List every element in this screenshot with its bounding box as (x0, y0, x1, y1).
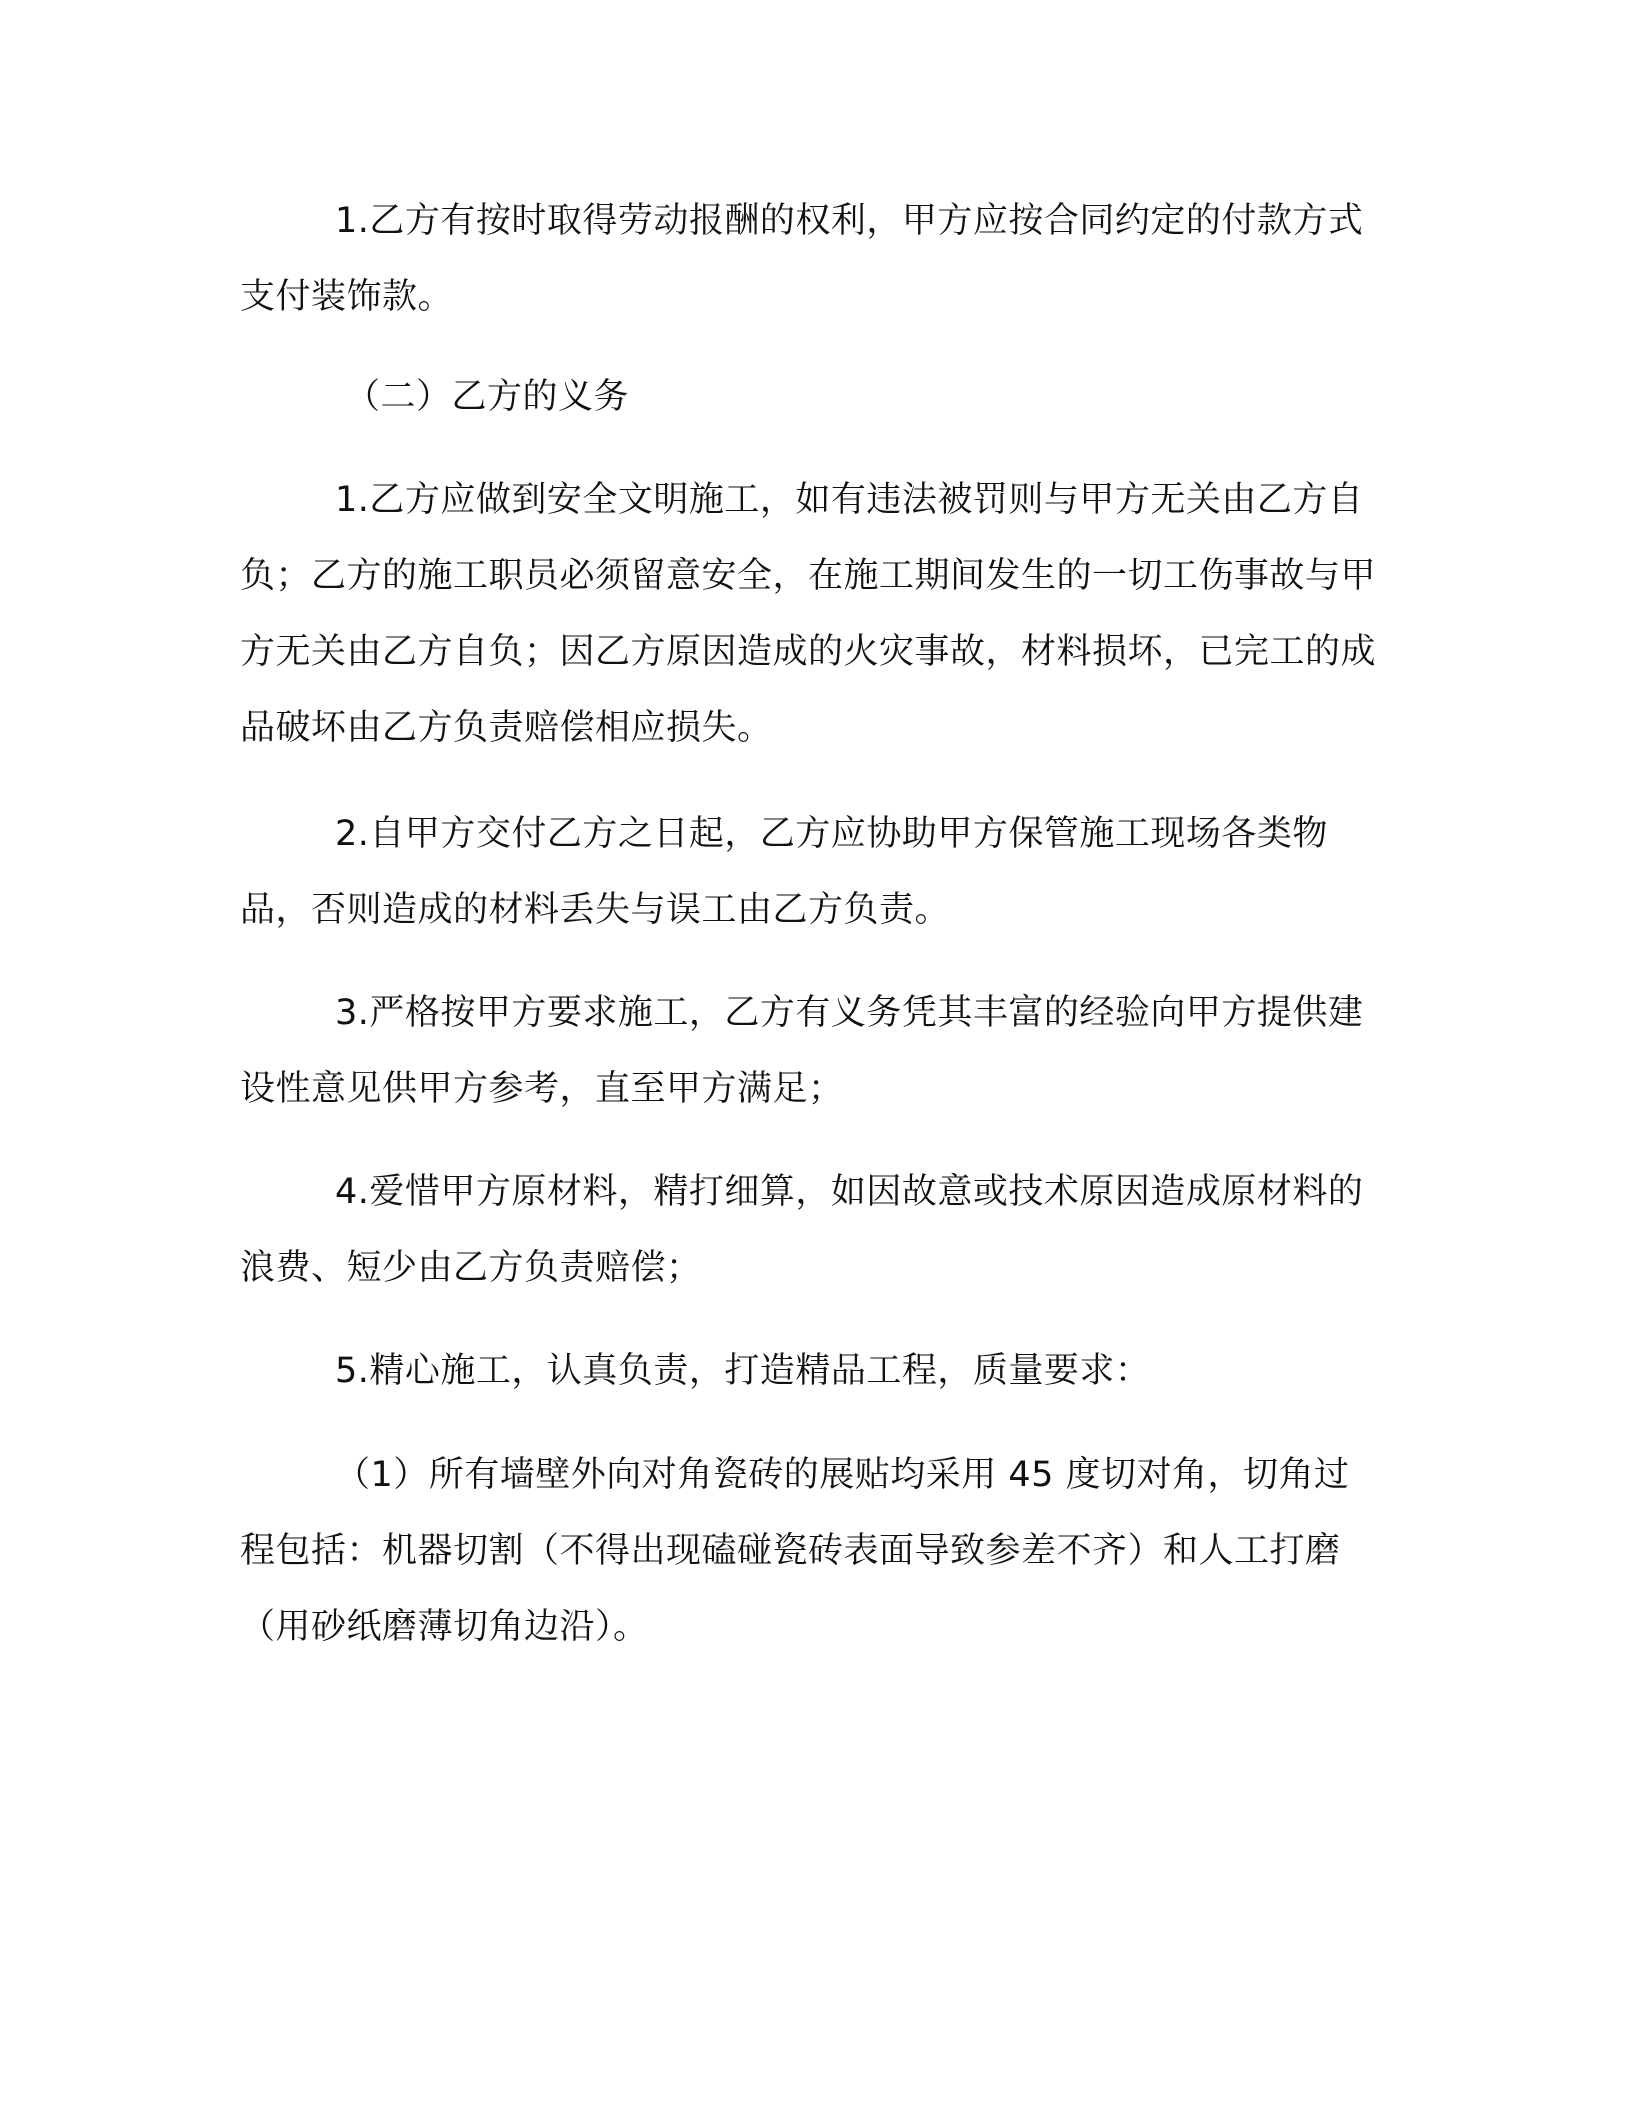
paragraph-custody: 2.自甲方交付乙方之日起，乙方应协助甲方保管施工现场各类物品，否则造成的材料丢失与误工由乙方负责。 (240, 814, 1328, 930)
section-heading-obligations: （二）乙方的义务 (345, 377, 630, 417)
paragraph-tile-cutting: （1）所有墙壁外向对角瓷砖的展贴均采用 45 度切对角，切角过程包括：机器切割（不得出现磕碰瓷砖表面导致参差不齐）和人工打磨（用砂纸磨薄切角边沿）。 (240, 1455, 1350, 1647)
paragraph-materials: 4.爱惜甲方原材料，精打细算，如因故意或技术原因造成原材料的浪费、短少由乙方负责赔偿； (240, 1172, 1364, 1288)
paragraph-safety: 1.乙方应做到安全文明施工，如有违法被罚则与甲方无关由乙方自负；乙方的施工职员必须留意安全，在施工期间发生的一切工伤事故与甲方无关由乙方自负；因乙方原因造成的火灾事故，材料损坏，已完工的成品破坏由乙方负责赔偿相应损失。 (240, 480, 1377, 748)
paragraph-remuneration-right: 1.乙方有按时取得劳动报酬的权利，甲方应按合同约定的付款方式支付装饰款。 (240, 201, 1364, 317)
paragraph-quality: 5.精心施工，认真负责，打造精品工程，质量要求： (335, 1351, 1151, 1391)
paragraph-construction-requirements: 3.严格按甲方要求施工，乙方有义务凭其丰富的经验向甲方提供建设性意见供甲方参考，直至甲方满足； (240, 993, 1364, 1109)
